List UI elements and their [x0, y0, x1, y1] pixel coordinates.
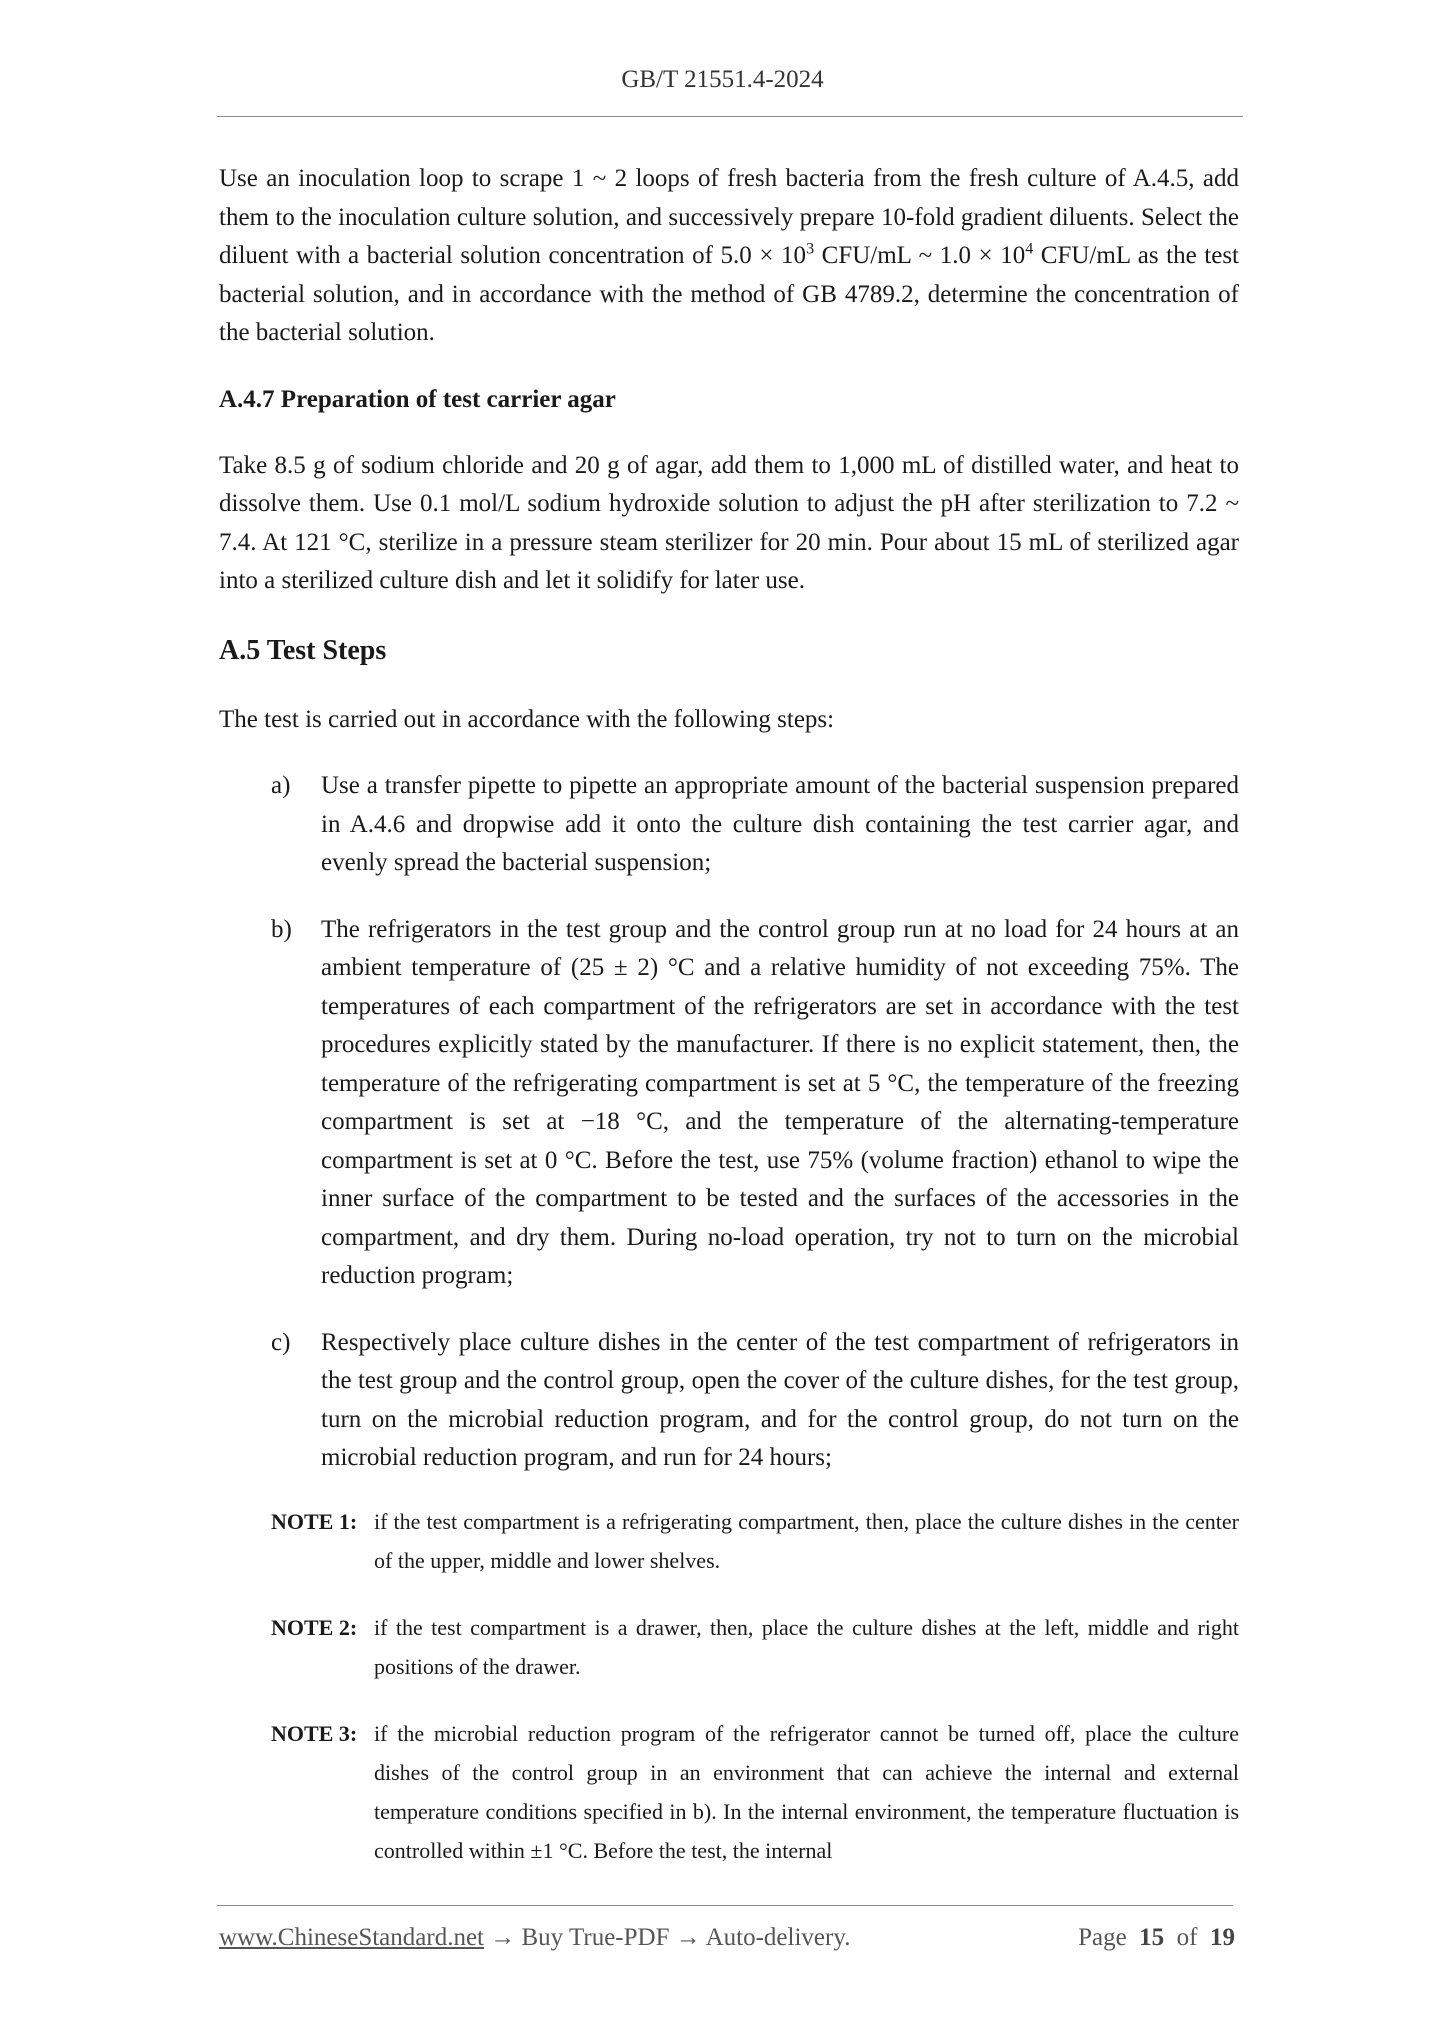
note-2 [219, 1608, 1239, 1686]
total-page-number: 19 [1210, 1924, 1235, 1951]
auto-delivery-text: Auto-delivery. [705, 1924, 851, 1951]
note-3 [219, 1714, 1239, 1870]
paragraph-a47: Take 8.5 g of sodium chloride and 20 g of agar, add them to 1,000 mL of distilled water, and heat to dissolve them. Use 0.1 mol/L sodium hydroxide solution to adjust the pH after sterilization to 7.2 ~ 7.4. At 121 °C, sterilize in a pressure steam sterilizer for 20 min. Pour about 15 mL of sterilized agar into a sterilized culture dish and let it solidify for later use. [219, 451, 1239, 594]
list-marker: b) [271, 915, 292, 943]
note-text: if the test compartment is a drawer, then, place the culture dishes at the left, middle and right positions of the drawer. [374, 1614, 1239, 1679]
list-item-step-c [219, 1324, 1239, 1478]
list-item-step-a [219, 767, 1239, 883]
note-text: if the microbial reduction program of the refrigerator cannot be turned off, place the culture dishes of the control group in an environment that can achieve the internal and external temperature conditions specified in b). In the internal environment, the temperature fluctuation is controlled within ±1 °C. Before the test, the internal [374, 1720, 1239, 1863]
list-text: Respectively place culture dishes in the center of the test compartment of refrigerators in the test group and the control group, open the cover of the culture dishes, for the test group, turn on the microbial reduction program, and for the control group, do not turn on the microbial reduction program, and run for 24 hours; [321, 1328, 1239, 1471]
text-run: CFU/mL as the test bacterial solution, and in accordance with the method of GB 4789.2, determine the concentration of the bacterial solution. [219, 242, 1240, 346]
paragraph-a46-tail [219, 160, 1239, 353]
note-text: if the test compartment is a refrigerating compartment, then, place the culture dishes in the center of the upper, middle and lower shelves. [374, 1508, 1239, 1573]
list-marker: c) [271, 1328, 291, 1356]
note-label: NOTE 1: [271, 1508, 358, 1534]
document-body [219, 160, 1239, 1870]
of-word: of [1176, 1924, 1198, 1951]
footer-divider [217, 1905, 1233, 1906]
page-word: Page [1078, 1924, 1127, 1951]
header-divider [217, 116, 1243, 117]
text-run: CFU/mL ~ 1.0 × 10 [814, 242, 1026, 269]
note-label: NOTE 2: [271, 1614, 358, 1640]
page-counter [1078, 1924, 1235, 1952]
paragraph-a5-intro: The test is carried out in accordance with the following steps: [219, 705, 835, 733]
note-1 [219, 1502, 1239, 1580]
note-label: NOTE 3: [271, 1720, 358, 1746]
heading-a5: A.5 Test Steps [219, 634, 387, 666]
superscript-exponent: 4 [1025, 240, 1034, 258]
heading-a47: A.4.7 Preparation of test carrier agar [219, 385, 616, 413]
buy-pdf-text: Buy True-PDF [521, 1924, 670, 1951]
list-item-step-b [219, 911, 1239, 1296]
list-text: The refrigerators in the test group and the control group run at no load for 24 hours at an ambient temperature of (25 ± 2) °C and a relative humidity of not exceeding 75%. The temperatures of each compartment of the refrigerators are set in accordance with the test procedures explicitly stated by the manufacturer. If there is no explicit statement, then, the temperature of the refrigerating compartment is set at 5 °C, the temperature of the freezing compartment is set at −18 °C, and the temperature of the alternating-temperature compartment is set at 0 °C. Before the test, use 75% (volume fraction) ethanol to wipe the inner surface of the compartment to be tested and the surfaces of the accessories in the compartment, and dry them. During no-load operation, try not to turn on the microbial reduction program; [321, 915, 1239, 1289]
arrow-right-icon: → [675, 1924, 701, 1951]
list-marker: a) [271, 772, 291, 799]
standard-code: GB/T 21551.4-2024 [621, 66, 824, 93]
current-page-number: 15 [1139, 1924, 1165, 1951]
list-text: Use a transfer pipette to pipette an appropriate amount of the bacterial suspension prepared in A.4.6 and dropwise add it onto the culture dish containing the test carrier agar, and evenly spread the bacterial suspension; [321, 772, 1239, 876]
site-link[interactable]: www.ChineseStandard.net [219, 1924, 484, 1951]
text-run: Use an inoculation loop to scrape 1 ~ 2 loops of fresh bacteria from the fresh culture of A.4.5, add them to the inoculation culture solution, and successively prepare 10-fold gradient diluents. Select the diluent with a bacterial solution concentration of 5.0 × 10 [219, 165, 1239, 269]
arrow-right-icon: → [490, 1924, 516, 1951]
page-header [0, 66, 1445, 94]
superscript-exponent: 3 [806, 240, 815, 258]
footer-promo [219, 1924, 850, 1952]
